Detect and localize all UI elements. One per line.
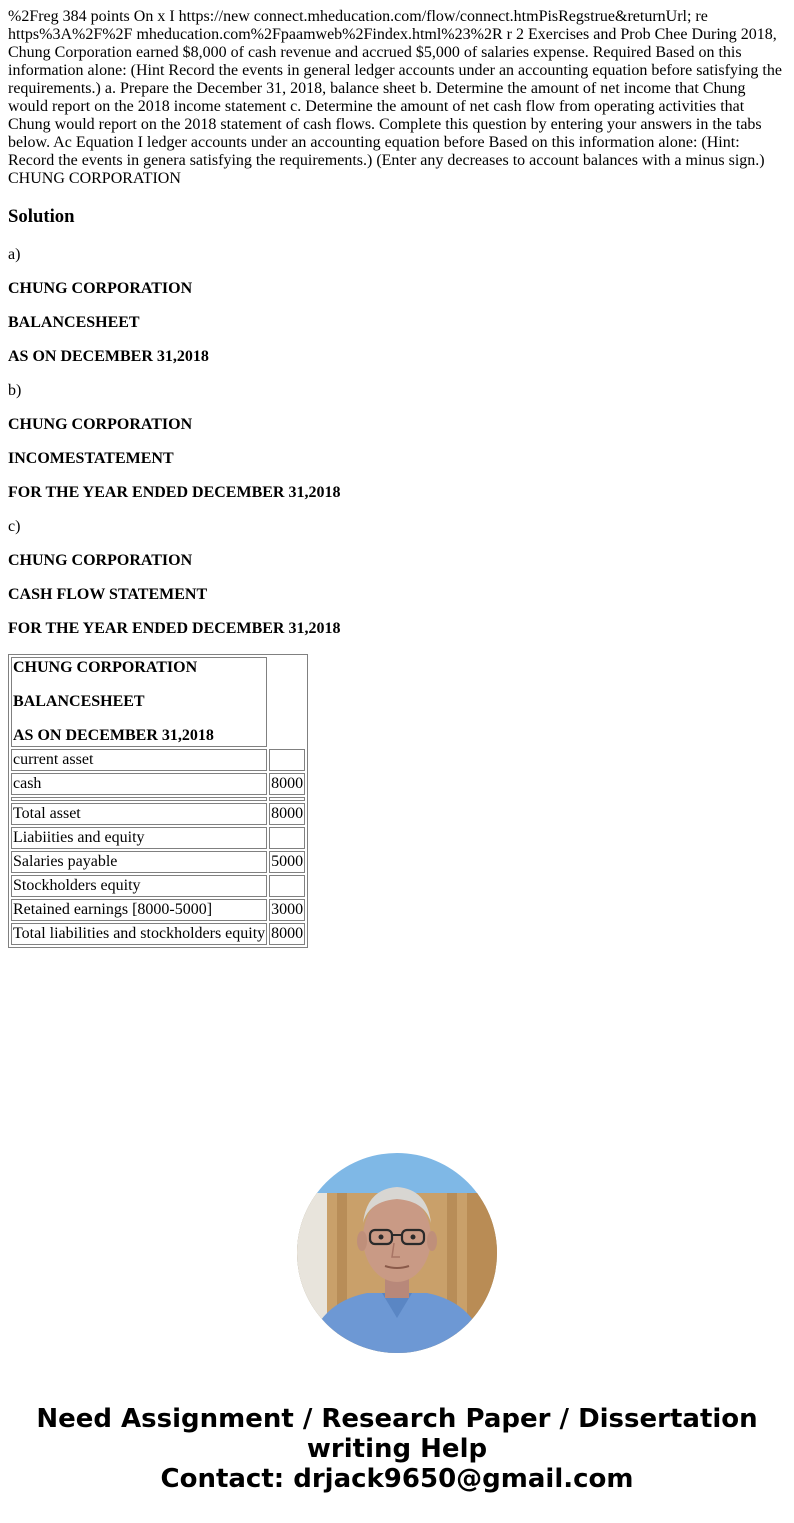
part-b-date: FOR THE YEAR ENDED DECEMBER 31,2018: [8, 484, 341, 501]
row-label: Salaries payable: [11, 851, 267, 873]
row-value: 8000: [269, 803, 305, 825]
part-b-company: CHUNG CORPORATION: [8, 416, 193, 433]
table-separator-row: [11, 797, 305, 801]
table-header-row: [11, 657, 305, 747]
row-value: [269, 875, 305, 897]
table-header-statement: BALANCESHEET: [13, 693, 145, 710]
part-a-date: AS ON DECEMBER 31,2018: [8, 348, 209, 365]
row-value: 8000: [269, 773, 305, 795]
row-label: current asset: [11, 749, 267, 771]
table-row: [11, 749, 305, 771]
balance-sheet-table: [8, 654, 308, 948]
part-b-statement: INCOMESTATEMENT: [8, 450, 174, 467]
table-row: [11, 899, 305, 921]
table-row: [11, 803, 305, 825]
separator-cell: [269, 797, 305, 801]
table-row: [11, 851, 305, 873]
table-header-company: CHUNG CORPORATION: [13, 659, 198, 676]
separator-cell: [11, 797, 267, 801]
row-value: [269, 749, 305, 771]
part-c-date: FOR THE YEAR ENDED DECEMBER 31,2018: [8, 620, 341, 637]
row-label: Total asset: [11, 803, 267, 825]
table-header-empty: [269, 657, 305, 747]
row-label: Liabiities and equity: [11, 827, 267, 849]
part-a-company: CHUNG CORPORATION: [8, 280, 193, 297]
table-row: [11, 773, 305, 795]
question-text: %2Freg 384 points On x I https://new connect.mheducation.com/flow/connect.htmPisRegstrue&returnUrl; re https%3A%2F%2F mheducation.com%2Fpaamweb%2Findex.html%23%2R r 2 Exercises and Prob Chee During 2018, Chung Corporation earned $8,000 of cash revenue and accrued $5,000 of salaries expense. Required Based on this information alone: (Hint Record the events in general ledger accounts under an accounting equation before satisfying the requirements.) a. Prepare the December 31, 2018, balance sheet b. Determine the amount of net income that Chung would report on the 2018 income statement c. Determine the amount of net cash flow from operating activities that Chung would report on the 2018 statement of cash flows. Complete this question by entering your answers in the tabs below. Ac Equation I ledger accounts under an accounting equation before Based on this information alone: (Hint: Record the events in genera satisfying the requirements.) (Enter any decreases to account balances with a minus sign.) CHUNG CORPORATION: [8, 8, 782, 187]
avatar: [297, 1153, 497, 1353]
row-value: 8000: [269, 923, 305, 945]
row-value: 3000: [269, 899, 305, 921]
row-label: Stockholders equity: [11, 875, 267, 897]
document-body: [8, 8, 786, 948]
solution-heading: Solution: [8, 206, 75, 227]
avatar-portrait-icon: [297, 1153, 497, 1353]
row-label: cash: [11, 773, 267, 795]
table-row: [11, 875, 305, 897]
table-header-date: AS ON DECEMBER 31,2018: [13, 727, 214, 744]
table-row: [11, 827, 305, 849]
part-c-statement: CASH FLOW STATEMENT: [8, 586, 208, 603]
row-value: [269, 827, 305, 849]
part-c-label: c): [8, 518, 21, 535]
part-c-company: CHUNG CORPORATION: [8, 552, 193, 569]
table-header-cell: [11, 657, 267, 747]
promo-line-2: writing Help: [306, 1434, 488, 1464]
part-b-label: b): [8, 382, 22, 399]
part-a-label: a): [8, 246, 21, 263]
row-value: 5000: [269, 851, 305, 873]
promo-contact[interactable]: Contact: drjack9650@gmail.com: [160, 1464, 634, 1494]
promo-banner: [0, 1404, 794, 1494]
row-label: Retained earnings [8000-5000]: [11, 899, 267, 921]
promo-line-1: Need Assignment / Research Paper / Dissertation: [36, 1404, 758, 1434]
row-label: Total liabilities and stockholders equity: [11, 923, 267, 945]
table-row: [11, 923, 305, 945]
part-a-statement: BALANCESHEET: [8, 314, 140, 331]
